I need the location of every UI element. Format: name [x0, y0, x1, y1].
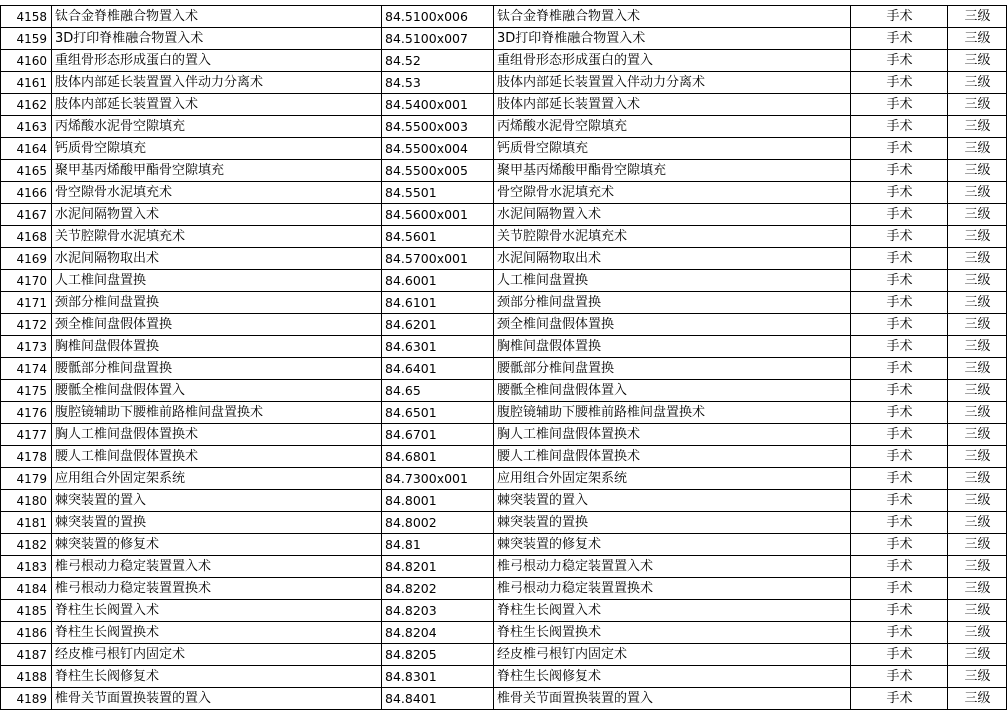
procedure-name-2-cell: 丙烯酸水泥骨空隙填充 — [494, 116, 851, 138]
procedure-name-2-cell: 3D打印脊椎融合物置入术 — [494, 28, 851, 50]
procedure-name-2-cell: 椎弓根动力稳定装置置换术 — [494, 578, 851, 600]
procedure-name-cell: 水泥间隔物取出术 — [52, 248, 382, 270]
procedure-name-2-cell: 胸人工椎间盘假体置换术 — [494, 424, 851, 446]
row-number-cell: 4160 — [1, 50, 52, 72]
table-row — [1, 600, 1007, 622]
row-number-cell: 4165 — [1, 160, 52, 182]
grade-cell: 三级 — [948, 358, 1007, 380]
category-cell: 手术 — [851, 490, 948, 512]
grade-cell: 三级 — [948, 314, 1007, 336]
row-number-cell: 4170 — [1, 270, 52, 292]
category-cell: 手术 — [851, 512, 948, 534]
procedure-code-cell: 84.6301 — [382, 336, 494, 358]
row-number-cell: 4163 — [1, 116, 52, 138]
row-number-cell: 4174 — [1, 358, 52, 380]
procedure-table — [0, 5, 1007, 710]
procedure-name-cell: 腰骶部分椎间盘置换 — [52, 358, 382, 380]
row-number-cell: 4181 — [1, 512, 52, 534]
procedure-name-cell: 脊柱生长阀置换术 — [52, 622, 382, 644]
table-row — [1, 160, 1007, 182]
category-cell: 手术 — [851, 270, 948, 292]
grade-cell: 三级 — [948, 380, 1007, 402]
procedure-name-cell: 关节腔隙骨水泥填充术 — [52, 226, 382, 248]
table-row — [1, 182, 1007, 204]
category-cell: 手术 — [851, 116, 948, 138]
row-number-cell: 4178 — [1, 446, 52, 468]
procedure-code-cell: 84.8205 — [382, 644, 494, 666]
table-row — [1, 446, 1007, 468]
procedure-name-cell: 颈全椎间盘假体置换 — [52, 314, 382, 336]
procedure-code-cell: 84.7300x001 — [382, 468, 494, 490]
table-row — [1, 314, 1007, 336]
procedure-code-cell: 84.5500x003 — [382, 116, 494, 138]
procedure-code-cell: 84.8204 — [382, 622, 494, 644]
procedure-code-cell: 84.6801 — [382, 446, 494, 468]
procedure-name-cell: 丙烯酸水泥骨空隙填充 — [52, 116, 382, 138]
grade-cell: 三级 — [948, 160, 1007, 182]
procedure-name-cell: 棘突装置的置换 — [52, 512, 382, 534]
procedure-code-cell: 84.5400x001 — [382, 94, 494, 116]
table-row — [1, 204, 1007, 226]
table-row — [1, 424, 1007, 446]
procedure-code-cell: 84.5501 — [382, 182, 494, 204]
row-number-cell: 4172 — [1, 314, 52, 336]
procedure-name-2-cell: 水泥间隔物取出术 — [494, 248, 851, 270]
procedure-name-cell: 聚甲基丙烯酸甲酯骨空隙填充 — [52, 160, 382, 182]
grade-cell: 三级 — [948, 644, 1007, 666]
procedure-code-cell: 84.6501 — [382, 402, 494, 424]
procedure-code-cell: 84.5600x001 — [382, 204, 494, 226]
procedure-name-2-cell: 颈全椎间盘假体置换 — [494, 314, 851, 336]
grade-cell: 三级 — [948, 270, 1007, 292]
procedure-name-2-cell: 钙质骨空隙填充 — [494, 138, 851, 160]
procedure-name-2-cell: 腰人工椎间盘假体置换术 — [494, 446, 851, 468]
procedure-table-body — [1, 6, 1007, 710]
category-cell: 手术 — [851, 468, 948, 490]
procedure-code-cell: 84.65 — [382, 380, 494, 402]
category-cell: 手术 — [851, 50, 948, 72]
category-cell: 手术 — [851, 688, 948, 710]
table-row — [1, 138, 1007, 160]
procedure-name-2-cell: 脊柱生长阀置换术 — [494, 622, 851, 644]
procedure-code-cell: 84.5500x005 — [382, 160, 494, 182]
procedure-name-2-cell: 人工椎间盘置换 — [494, 270, 851, 292]
row-number-cell: 4182 — [1, 534, 52, 556]
procedure-name-2-cell: 经皮椎弓根钉内固定术 — [494, 644, 851, 666]
row-number-cell: 4189 — [1, 688, 52, 710]
procedure-name-2-cell: 应用组合外固定架系统 — [494, 468, 851, 490]
category-cell: 手术 — [851, 358, 948, 380]
procedure-name-2-cell: 聚甲基丙烯酸甲酯骨空隙填充 — [494, 160, 851, 182]
table-row — [1, 666, 1007, 688]
category-cell: 手术 — [851, 292, 948, 314]
grade-cell: 三级 — [948, 138, 1007, 160]
category-cell: 手术 — [851, 600, 948, 622]
table-row — [1, 28, 1007, 50]
procedure-code-cell: 84.8201 — [382, 556, 494, 578]
grade-cell: 三级 — [948, 556, 1007, 578]
table-row — [1, 94, 1007, 116]
procedure-name-cell: 脊柱生长阀置入术 — [52, 600, 382, 622]
row-number-cell: 4185 — [1, 600, 52, 622]
table-row — [1, 380, 1007, 402]
procedure-name-cell: 椎弓根动力稳定装置置换术 — [52, 578, 382, 600]
table-row — [1, 688, 1007, 710]
procedure-code-cell: 84.6001 — [382, 270, 494, 292]
grade-cell: 三级 — [948, 688, 1007, 710]
procedure-code-cell: 84.52 — [382, 50, 494, 72]
grade-cell: 三级 — [948, 6, 1007, 28]
row-number-cell: 4184 — [1, 578, 52, 600]
category-cell: 手术 — [851, 424, 948, 446]
grade-cell: 三级 — [948, 182, 1007, 204]
procedure-code-cell: 84.5500x004 — [382, 138, 494, 160]
table-row — [1, 358, 1007, 380]
procedure-name-cell: 骨空隙骨水泥填充术 — [52, 182, 382, 204]
row-number-cell: 4164 — [1, 138, 52, 160]
table-row — [1, 402, 1007, 424]
category-cell: 手术 — [851, 28, 948, 50]
category-cell: 手术 — [851, 72, 948, 94]
procedure-name-cell: 腰骶全椎间盘假体置入 — [52, 380, 382, 402]
row-number-cell: 4175 — [1, 380, 52, 402]
grade-cell: 三级 — [948, 512, 1007, 534]
procedure-name-2-cell: 骨空隙骨水泥填充术 — [494, 182, 851, 204]
procedure-code-cell: 84.53 — [382, 72, 494, 94]
grade-cell: 三级 — [948, 600, 1007, 622]
procedure-name-cell: 棘突装置的置入 — [52, 490, 382, 512]
grade-cell: 三级 — [948, 666, 1007, 688]
procedure-name-cell: 椎骨关节面置换装置的置入 — [52, 688, 382, 710]
procedure-name-cell: 3D打印脊椎融合物置入术 — [52, 28, 382, 50]
procedure-name-2-cell: 腰骶全椎间盘假体置入 — [494, 380, 851, 402]
table-row — [1, 270, 1007, 292]
grade-cell: 三级 — [948, 424, 1007, 446]
category-cell: 手术 — [851, 380, 948, 402]
procedure-name-cell: 颈部分椎间盘置换 — [52, 292, 382, 314]
grade-cell: 三级 — [948, 72, 1007, 94]
row-number-cell: 4168 — [1, 226, 52, 248]
category-cell: 手术 — [851, 556, 948, 578]
procedure-name-cell: 椎弓根动力稳定装置置入术 — [52, 556, 382, 578]
category-cell: 手术 — [851, 622, 948, 644]
row-number-cell: 4177 — [1, 424, 52, 446]
grade-cell: 三级 — [948, 116, 1007, 138]
procedure-name-2-cell: 肢体内部延长装置置入术 — [494, 94, 851, 116]
procedure-name-2-cell: 重组骨形态形成蛋白的置入 — [494, 50, 851, 72]
procedure-code-cell: 84.5601 — [382, 226, 494, 248]
procedure-code-cell: 84.8401 — [382, 688, 494, 710]
table-row — [1, 534, 1007, 556]
procedure-name-cell: 肢体内部延长装置置入术 — [52, 94, 382, 116]
row-number-cell: 4187 — [1, 644, 52, 666]
table-row — [1, 6, 1007, 28]
row-number-cell: 4171 — [1, 292, 52, 314]
procedure-name-2-cell: 棘突装置的置换 — [494, 512, 851, 534]
grade-cell: 三级 — [948, 28, 1007, 50]
grade-cell: 三级 — [948, 578, 1007, 600]
procedure-code-cell: 84.8001 — [382, 490, 494, 512]
table-row — [1, 226, 1007, 248]
table-row — [1, 50, 1007, 72]
row-number-cell: 4159 — [1, 28, 52, 50]
procedure-name-cell: 脊柱生长阀修复术 — [52, 666, 382, 688]
procedure-code-cell: 84.5700x001 — [382, 248, 494, 270]
grade-cell: 三级 — [948, 94, 1007, 116]
category-cell: 手术 — [851, 226, 948, 248]
row-number-cell: 4176 — [1, 402, 52, 424]
procedure-name-cell: 胸椎间盘假体置换 — [52, 336, 382, 358]
procedure-code-cell: 84.5100x006 — [382, 6, 494, 28]
category-cell: 手术 — [851, 182, 948, 204]
procedure-name-cell: 腹腔镜辅助下腰椎前路椎间盘置换术 — [52, 402, 382, 424]
procedure-name-2-cell: 颈部分椎间盘置换 — [494, 292, 851, 314]
procedure-name-2-cell: 椎骨关节面置换装置的置入 — [494, 688, 851, 710]
procedure-name-2-cell: 胸椎间盘假体置换 — [494, 336, 851, 358]
grade-cell: 三级 — [948, 534, 1007, 556]
row-number-cell: 4158 — [1, 6, 52, 28]
procedure-name-cell: 应用组合外固定架系统 — [52, 468, 382, 490]
procedure-code-cell: 84.6101 — [382, 292, 494, 314]
table-row — [1, 578, 1007, 600]
table-row — [1, 556, 1007, 578]
procedure-name-2-cell: 肢体内部延长装置置入伴动力分离术 — [494, 72, 851, 94]
procedure-name-cell: 胸人工椎间盘假体置换术 — [52, 424, 382, 446]
procedure-name-cell: 钙质骨空隙填充 — [52, 138, 382, 160]
grade-cell: 三级 — [948, 468, 1007, 490]
procedure-name-2-cell: 钛合金脊椎融合物置入术 — [494, 6, 851, 28]
procedure-name-2-cell: 脊柱生长阀修复术 — [494, 666, 851, 688]
grade-cell: 三级 — [948, 226, 1007, 248]
category-cell: 手术 — [851, 6, 948, 28]
procedure-name-cell: 水泥间隔物置入术 — [52, 204, 382, 226]
procedure-name-2-cell: 关节腔隙骨水泥填充术 — [494, 226, 851, 248]
category-cell: 手术 — [851, 160, 948, 182]
procedure-code-cell: 84.8203 — [382, 600, 494, 622]
table-row — [1, 644, 1007, 666]
procedure-name-cell: 肢体内部延长装置置入伴动力分离术 — [52, 72, 382, 94]
category-cell: 手术 — [851, 644, 948, 666]
table-row — [1, 622, 1007, 644]
table-row — [1, 512, 1007, 534]
grade-cell: 三级 — [948, 248, 1007, 270]
procedure-name-2-cell: 脊柱生长阀置入术 — [494, 600, 851, 622]
category-cell: 手术 — [851, 204, 948, 226]
category-cell: 手术 — [851, 314, 948, 336]
procedure-name-cell: 棘突装置的修复术 — [52, 534, 382, 556]
table-row — [1, 292, 1007, 314]
procedure-name-cell: 腰人工椎间盘假体置换术 — [52, 446, 382, 468]
procedure-name-cell: 人工椎间盘置换 — [52, 270, 382, 292]
table-row — [1, 248, 1007, 270]
row-number-cell: 4179 — [1, 468, 52, 490]
grade-cell: 三级 — [948, 402, 1007, 424]
category-cell: 手术 — [851, 336, 948, 358]
row-number-cell: 4173 — [1, 336, 52, 358]
category-cell: 手术 — [851, 666, 948, 688]
row-number-cell: 4188 — [1, 666, 52, 688]
category-cell: 手术 — [851, 446, 948, 468]
row-number-cell: 4180 — [1, 490, 52, 512]
grade-cell: 三级 — [948, 336, 1007, 358]
procedure-name-cell: 经皮椎弓根钉内固定术 — [52, 644, 382, 666]
row-number-cell: 4169 — [1, 248, 52, 270]
procedure-name-cell: 钛合金脊椎融合物置入术 — [52, 6, 382, 28]
row-number-cell: 4162 — [1, 94, 52, 116]
row-number-cell: 4166 — [1, 182, 52, 204]
procedure-name-2-cell: 棘突装置的置入 — [494, 490, 851, 512]
row-number-cell: 4186 — [1, 622, 52, 644]
procedure-name-2-cell: 椎弓根动力稳定装置置入术 — [494, 556, 851, 578]
category-cell: 手术 — [851, 94, 948, 116]
procedure-code-cell: 84.8301 — [382, 666, 494, 688]
procedure-name-2-cell: 棘突装置的修复术 — [494, 534, 851, 556]
procedure-code-cell: 84.5100x007 — [382, 28, 494, 50]
procedure-code-cell: 84.81 — [382, 534, 494, 556]
category-cell: 手术 — [851, 138, 948, 160]
row-number-cell: 4161 — [1, 72, 52, 94]
procedure-name-2-cell: 腰骶部分椎间盘置换 — [494, 358, 851, 380]
procedure-code-cell: 84.8002 — [382, 512, 494, 534]
procedure-code-cell: 84.6201 — [382, 314, 494, 336]
table-row — [1, 116, 1007, 138]
row-number-cell: 4167 — [1, 204, 52, 226]
row-number-cell: 4183 — [1, 556, 52, 578]
category-cell: 手术 — [851, 248, 948, 270]
grade-cell: 三级 — [948, 204, 1007, 226]
table-row — [1, 336, 1007, 358]
grade-cell: 三级 — [948, 446, 1007, 468]
procedure-name-2-cell: 水泥间隔物置入术 — [494, 204, 851, 226]
table-row — [1, 72, 1007, 94]
category-cell: 手术 — [851, 578, 948, 600]
procedure-code-cell: 84.6701 — [382, 424, 494, 446]
grade-cell: 三级 — [948, 490, 1007, 512]
category-cell: 手术 — [851, 402, 948, 424]
grade-cell: 三级 — [948, 50, 1007, 72]
procedure-code-cell: 84.8202 — [382, 578, 494, 600]
grade-cell: 三级 — [948, 622, 1007, 644]
procedure-name-2-cell: 腹腔镜辅助下腰椎前路椎间盘置换术 — [494, 402, 851, 424]
table-row — [1, 490, 1007, 512]
table-row — [1, 468, 1007, 490]
procedure-code-cell: 84.6401 — [382, 358, 494, 380]
procedure-name-cell: 重组骨形态形成蛋白的置入 — [52, 50, 382, 72]
category-cell: 手术 — [851, 534, 948, 556]
grade-cell: 三级 — [948, 292, 1007, 314]
